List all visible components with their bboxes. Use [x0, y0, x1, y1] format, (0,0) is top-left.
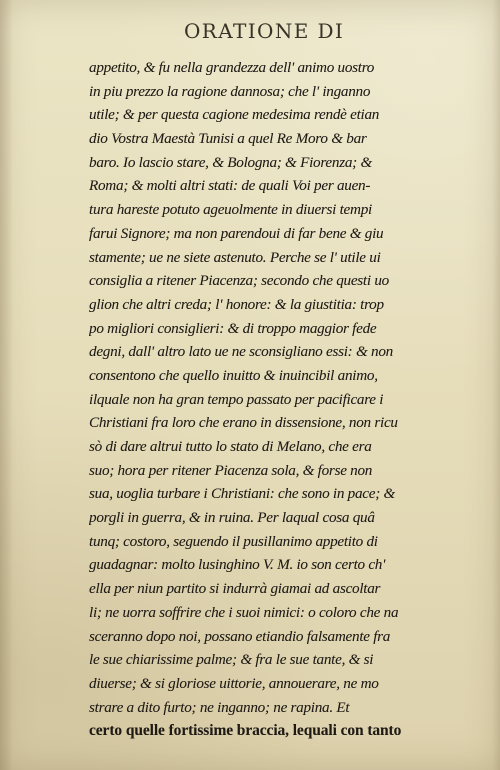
running-header: ORATIONE DI: [184, 19, 345, 43]
text-line: po migliori consiglieri: & di troppo maggior fede: [89, 319, 377, 337]
text-line: porgli in guerra, & in ruina. Per laqual cosa quâ: [89, 509, 375, 527]
text-line: certo quelle fortissime braccia, lequali con tanto: [89, 722, 402, 740]
text-line: strare a dito furto; ne inganno; ne rapina. Et: [89, 698, 350, 716]
text-line: farui Signore; ma non parendoui di far bene & giu: [89, 224, 384, 242]
text-line: in piu prezzo la ragione dannosa; che l' inganno: [89, 82, 371, 100]
text-line: tura hareste potuto ageuolmente in diuersi tempi: [89, 201, 372, 219]
text-line: ella per niun partito si indurrà giamai ad ascoltar: [89, 580, 381, 598]
text-line: Christiani fra loro che erano in dissensione, non ricu: [89, 414, 398, 432]
text-line: li; ne uorra soffrire che i suoi nimici: o coloro che na: [89, 603, 399, 621]
text-line: ilquale non ha gran tempo passato per pacificare i: [89, 390, 384, 408]
text-line: baro. Io lascio stare, & Bologna; & Fiorenza; &: [89, 153, 372, 171]
text-line: glion che altri creda; l' honore: & la giustitia: trop: [89, 295, 384, 313]
text-line: diuerse; & si gloriose uittorie, annouerare, ne mo: [89, 674, 379, 692]
text-line: dio Vostra Maestà Tunisi a quel Re Moro & bar: [89, 130, 367, 148]
text-line: sò di dare altrui tutto lo stato di Melano, che era: [89, 438, 372, 455]
text-line: sceranno dopo noi, possano etiandio falsamente fra: [89, 627, 391, 645]
text-line: stamente; ue ne siete astenuto. Perche se l' utile ui: [89, 248, 381, 266]
text-line: appetito, & fu nella grandezza dell' animo uostro: [89, 59, 375, 76]
text-line: tunq; costoro, seguendo il pusillanimo appetito di: [89, 532, 378, 550]
text-line: sua, uoglia turbare i Christiani: che sono in pace; &: [89, 485, 396, 503]
text-line: consentono che quello inuitto & inuincibil animo,: [89, 366, 378, 384]
text-line: consiglia a ritener Piacenza; secondo che questi uo: [89, 272, 389, 290]
text-line: le sue chiarissime palme; & fra le sue tante, & si: [89, 651, 374, 669]
text-line: degni, dall' altro lato ue ne sconsigliano essi: & non: [89, 343, 393, 361]
text-line: guadagnar: molto lusinghino V. M. io son certo ch': [89, 556, 386, 574]
text-line: utile; & per questa cagione medesima rendè etian: [89, 106, 380, 124]
text-line: Roma; & molti altri stati: de quali Voi per auen-: [89, 177, 371, 195]
text-line: suo; hora per ritener Piacenza sola, & forse non: [89, 461, 373, 479]
text-block: [89, 56, 471, 743]
